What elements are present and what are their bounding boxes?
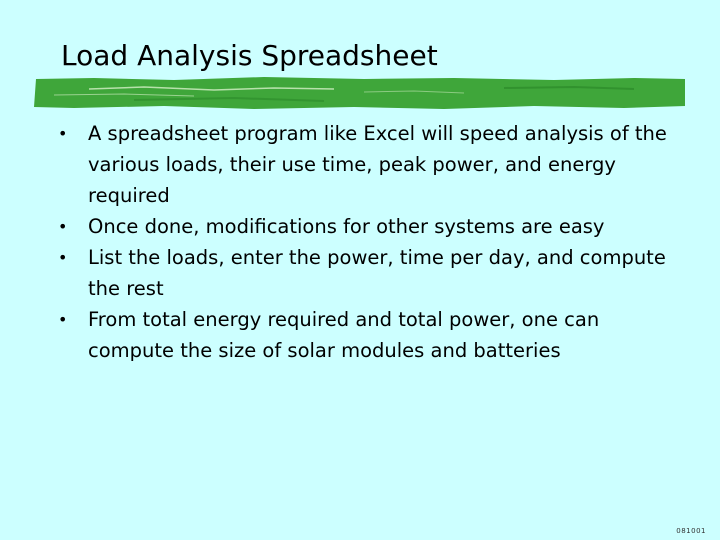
bullet-item: [58, 211, 668, 242]
bullet-text: Once done, modifications for other systems are easy: [88, 215, 605, 238]
bullet-dot: •: [58, 310, 68, 329]
bullet-dot: •: [58, 248, 68, 267]
bullet-dot: •: [58, 217, 68, 236]
bullet-item: [58, 118, 668, 211]
bullet-list: [58, 118, 668, 366]
bullet-text: A spreadsheet program like Excel will speed analysis of the various loads, their use time, peak power, and energy required: [88, 122, 667, 207]
bullet-item: [58, 304, 668, 366]
title-underline-bar: [34, 76, 685, 110]
bullet-item: [58, 242, 668, 304]
slide-footer-code: 081001: [676, 527, 706, 535]
bullet-text: From total energy required and total power, one can compute the size of solar modules and batteries: [88, 308, 600, 362]
bullet-text: List the loads, enter the power, time per day, and compute the rest: [88, 246, 666, 300]
bullet-dot: •: [58, 124, 68, 143]
slide-title: Load Analysis Spreadsheet: [61, 39, 438, 72]
